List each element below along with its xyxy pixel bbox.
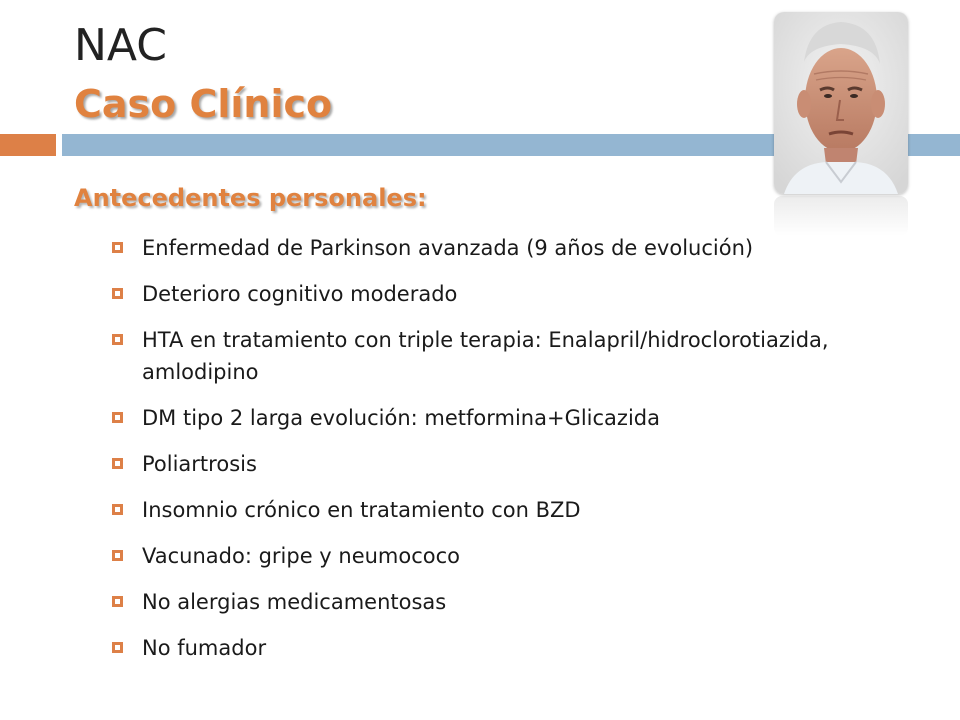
bullet-text: Vacunado: gripe y neumococo <box>142 544 461 568</box>
bullet-item <box>112 494 892 526</box>
bullet-text: Insomnio crónico en tratamiento con BZD <box>142 498 581 522</box>
square-bullet-icon <box>112 458 123 469</box>
portrait-photo <box>774 12 908 194</box>
bullet-item <box>112 232 892 264</box>
slide-subtitle: Caso Clínico <box>74 82 333 126</box>
square-bullet-icon <box>112 504 123 515</box>
bullet-text: DM tipo 2 larga evolución: metformina+Glicazida <box>142 406 660 430</box>
square-bullet-icon <box>112 242 123 253</box>
section-heading: Antecedentes personales: <box>74 184 427 212</box>
portrait-image <box>774 12 908 194</box>
bullet-item <box>112 586 892 618</box>
bullet-item <box>112 632 892 664</box>
bullet-item <box>112 324 892 388</box>
bullet-text: No alergias medicamentosas <box>142 590 447 614</box>
square-bullet-icon <box>112 288 123 299</box>
bullet-text: Poliartrosis <box>142 452 257 476</box>
square-bullet-icon <box>112 550 123 561</box>
bullet-item <box>112 278 892 310</box>
square-bullet-icon <box>112 334 123 345</box>
bullet-item <box>112 540 892 572</box>
bullet-text: Enfermedad de Parkinson avanzada (9 años de evolución) <box>142 236 754 260</box>
square-bullet-icon <box>112 412 123 423</box>
bullet-list <box>112 232 892 664</box>
slide-title: NAC <box>74 20 167 71</box>
bullet-item <box>112 448 892 480</box>
bullet-text: HTA en tratamiento con triple terapia: Enalapril/hidroclorotiazida, amlodipino <box>142 328 829 384</box>
accent-bar-orange <box>0 134 56 156</box>
square-bullet-icon <box>112 596 123 607</box>
photo-reflection <box>774 196 908 236</box>
bullet-item <box>112 402 892 434</box>
bullet-text: No fumador <box>142 636 267 660</box>
square-bullet-icon <box>112 642 123 653</box>
bullet-text: Deterioro cognitivo moderado <box>142 282 458 306</box>
